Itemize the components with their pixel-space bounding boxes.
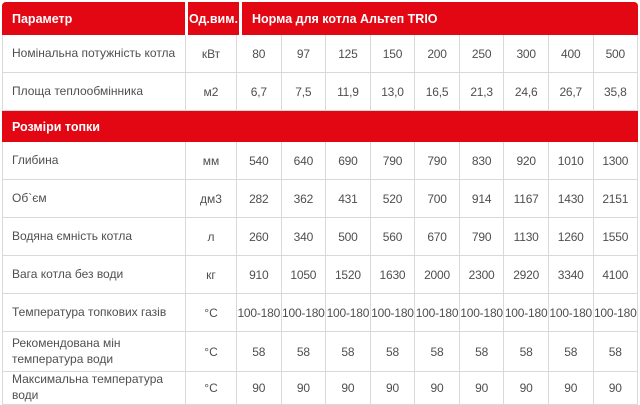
- row-value: 1430: [549, 180, 594, 217]
- row-value: 910: [237, 256, 282, 293]
- row-value: 282: [237, 180, 282, 217]
- row-unit: °С: [186, 294, 237, 331]
- row-value: 58: [237, 332, 282, 371]
- row-label: Об`єм: [3, 180, 186, 217]
- row-value: 500: [326, 218, 371, 255]
- row-value: 35,8: [604, 84, 627, 99]
- header-norm: Норма для котла Альтеп TRIO: [242, 2, 638, 35]
- row-value: 1167: [504, 180, 549, 217]
- row-unit: кВт: [186, 35, 237, 72]
- specs-table: [2, 2, 638, 405]
- row-label: Глибина: [3, 142, 186, 179]
- row-unit: дм3: [186, 180, 237, 217]
- row-value: 1010: [549, 142, 594, 179]
- row-value: 100-180: [415, 294, 460, 331]
- table-row: [3, 142, 637, 180]
- row-value: 1260: [549, 218, 594, 255]
- section-header: Розміри топки: [2, 111, 638, 142]
- row-value: 3340: [549, 256, 594, 293]
- row-value: 640: [282, 142, 327, 179]
- row-value: 690: [326, 142, 371, 179]
- row-unit: мм: [186, 142, 237, 179]
- row-value: 90: [282, 372, 327, 404]
- table-row: [3, 256, 637, 294]
- row-value: 11,9: [326, 73, 371, 110]
- row-value: 790: [371, 142, 416, 179]
- row-value: 58: [460, 332, 505, 371]
- row-value: 100-180: [237, 294, 282, 331]
- row-value: 58: [282, 332, 327, 371]
- row-value: 100-180: [593, 305, 637, 320]
- table-row: [3, 180, 637, 218]
- row-value: 500: [605, 46, 625, 61]
- row-value: 540: [237, 142, 282, 179]
- row-value: 2300: [460, 256, 505, 293]
- row-value: 200: [415, 35, 460, 72]
- table-row: [3, 218, 637, 256]
- row-value: 7,5: [282, 73, 327, 110]
- row-value: 362: [282, 180, 327, 217]
- row-label: Температура топкових газів: [3, 294, 186, 331]
- row-value: 58: [326, 332, 371, 371]
- header-unit: Од.вим.: [188, 2, 239, 35]
- row-label: Вага котла без води: [3, 256, 186, 293]
- row-value: 100-180: [504, 294, 549, 331]
- row-value: 6,7: [237, 73, 282, 110]
- row-value: 58: [549, 332, 594, 371]
- row-value: 920: [504, 142, 549, 179]
- row-value: 914: [460, 180, 505, 217]
- row-label: Площа теплообмінника: [3, 73, 186, 110]
- row-value: 90: [237, 372, 282, 404]
- row-value: 100-180: [326, 294, 371, 331]
- row-value: 100-180: [282, 294, 327, 331]
- row-value: 125: [326, 35, 371, 72]
- row-value: 90: [326, 372, 371, 404]
- row-value: 2151: [602, 191, 629, 206]
- row-value: 340: [282, 218, 327, 255]
- table-row: [3, 35, 637, 73]
- row-unit: °С: [186, 372, 237, 404]
- row-value: 250: [460, 35, 505, 72]
- row-value: 260: [237, 218, 282, 255]
- row-value: 58: [608, 344, 622, 359]
- row-value: 2000: [415, 256, 460, 293]
- row-value: 58: [415, 332, 460, 371]
- table-header-row: [2, 2, 638, 35]
- row-value: 830: [460, 142, 505, 179]
- row-unit: кг: [186, 256, 237, 293]
- row-unit: л: [186, 218, 237, 255]
- row-value: 90: [549, 372, 594, 404]
- row-value: 26,7: [549, 73, 594, 110]
- row-value: 90: [460, 372, 505, 404]
- row-value: 670: [415, 218, 460, 255]
- row-value: 700: [415, 180, 460, 217]
- row-value: 520: [371, 180, 416, 217]
- row-unit: м2: [186, 73, 237, 110]
- row-value: 16,5: [415, 73, 460, 110]
- row-value: 1630: [371, 256, 416, 293]
- row-value: 1520: [326, 256, 371, 293]
- row-value: 90: [415, 372, 460, 404]
- row-label: Водяна ємність котла: [3, 218, 186, 255]
- row-value: 24,6: [504, 73, 549, 110]
- row-value: 58: [371, 332, 416, 371]
- row-value: 1050: [282, 256, 327, 293]
- table-row: [3, 294, 637, 332]
- row-value: 2920: [504, 256, 549, 293]
- row-value: 4100: [602, 267, 629, 282]
- row-value: 400: [549, 35, 594, 72]
- row-value: 1300: [602, 153, 629, 168]
- row-value: 97: [282, 35, 327, 72]
- row-value: 80: [237, 35, 282, 72]
- table-row: [3, 332, 637, 372]
- row-value: 300: [504, 35, 549, 72]
- row-value: 90: [371, 372, 416, 404]
- row-value: 560: [371, 218, 416, 255]
- row-value: 100-180: [371, 294, 416, 331]
- row-unit: °С: [186, 332, 237, 371]
- header-param: Параметр: [2, 2, 185, 35]
- row-value: 790: [460, 218, 505, 255]
- row-value: 1550: [602, 229, 629, 244]
- row-value: 13,0: [371, 73, 416, 110]
- row-value: 790: [415, 142, 460, 179]
- row-label: Рекомендована мін температура води: [3, 332, 186, 371]
- row-value: 21,3: [460, 73, 505, 110]
- row-value: 58: [504, 332, 549, 371]
- row-value: 1130: [504, 218, 549, 255]
- row-value: 100-180: [549, 294, 594, 331]
- row-value: 431: [326, 180, 371, 217]
- row-label: Максимальна температура води: [3, 372, 186, 404]
- row-value: 150: [371, 35, 416, 72]
- row-value: 90: [504, 372, 549, 404]
- row-value: 100-180: [460, 294, 505, 331]
- row-value: 90: [608, 381, 622, 395]
- table-row: [3, 73, 637, 111]
- table-body: [2, 35, 638, 405]
- table-row: [3, 372, 637, 404]
- row-label: Номінальна потужність котла: [3, 35, 186, 72]
